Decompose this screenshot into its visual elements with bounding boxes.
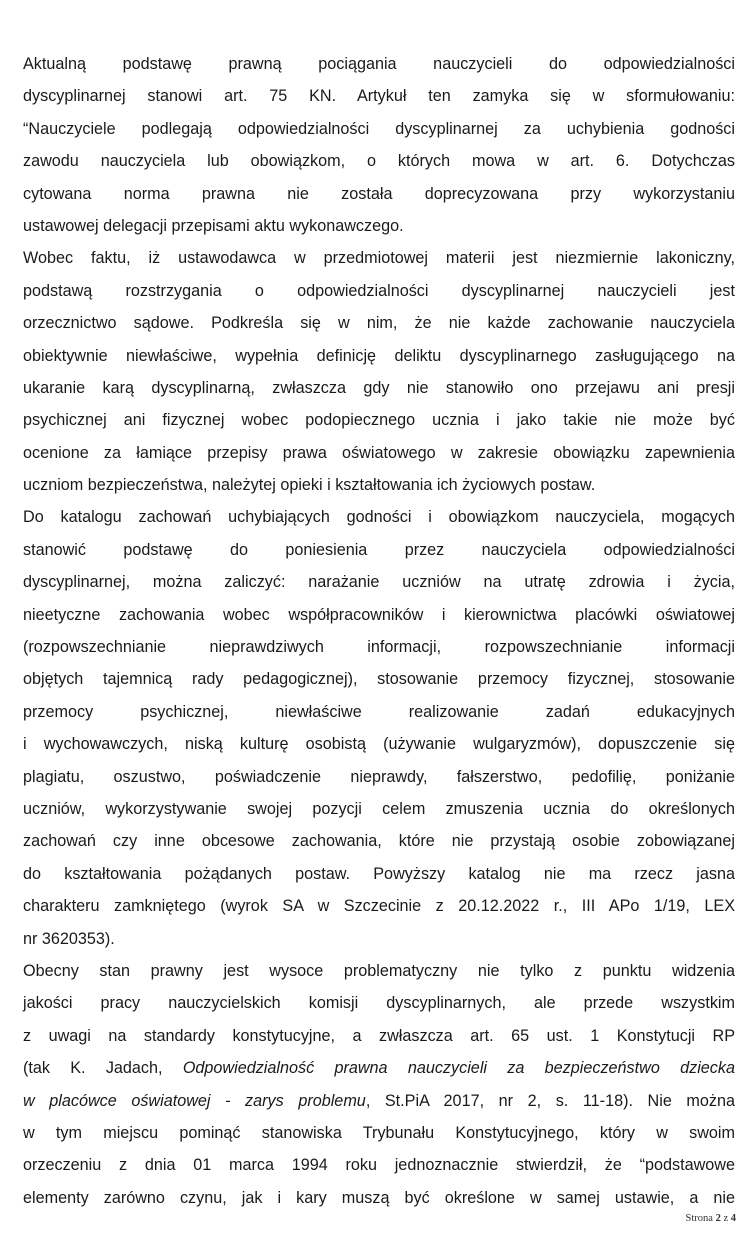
text-line: uczniów, wykorzystywanie swojej pozycji celem zmuszenia ucznia do określonych	[23, 799, 735, 818]
text-line: Aktualną podstawę prawną pociągania nauczycieli do odpowiedzialności	[23, 55, 735, 73]
text-line: obiektywnie niewłaściwe, wypełnia definicję deliktu dyscyplinarnego zasługującego na	[23, 346, 735, 365]
text-line: w tym miejscu pominąć stanowiska Trybunału Konstytucyjnego, który w swoim	[23, 1123, 735, 1142]
text-line	[23, 1085, 735, 1117]
body-text	[23, 48, 735, 1214]
text-line: ukaranie karą dyscyplinarną, zwłaszcza gdy nie stanowiło ono przejawu ani presji	[23, 378, 735, 397]
text-line: Obecny stan prawny jest wysoce problematyczny nie tylko z punktu widzenia	[23, 961, 735, 980]
text-segment: (tak K. Jadach,	[23, 1059, 183, 1078]
text-line: psychicznej ani fizycznej wobec podopiecznego ucznia i jako takie nie może być	[23, 411, 735, 430]
footer-page-number: 2	[715, 1213, 721, 1224]
text-line: elementy zarówno czynu, jak i kary muszą być określone w samej ustawie, a nie	[23, 1188, 735, 1207]
text-line: Do katalogu zachowań uchybiających godności i obowiązkom nauczyciela, mogących	[23, 508, 735, 527]
text-line	[23, 1052, 735, 1084]
text-line: “Nauczyciele podlegają odpowiedzialności dyscyplinarnej za uchybienia godności	[23, 119, 735, 138]
text-line: z uwagi na standardy konstytucyjne, a zwłaszcza art. 65 ust. 1 Konstytucji RP	[23, 1026, 735, 1045]
text-line: uczniom bezpieczeństwa, należytej opieki i kształtowania ich życiowych postaw.	[23, 476, 596, 495]
text-line: Wobec faktu, iż ustawodawca w przedmiotowej materii jest niezmiernie lakoniczny,	[23, 249, 735, 268]
text-line: i wychowawczych, niską kulturę osobistą (używanie wulgaryzmów), dopuszczenie się	[23, 735, 735, 754]
footer-page-total: 4	[730, 1213, 736, 1224]
footer-label: Strona	[685, 1213, 713, 1224]
text-line: dyscyplinarnej, można zaliczyć: narażanie uczniów na utratę zdrowia i życia,	[23, 573, 735, 592]
text-line: orzeczeniu z dnia 01 marca 1994 roku jednoznacznie stwierdził, że “podstawowe	[23, 1156, 735, 1175]
text-line: objętych tajemnicą rady pedagogicznej), stosowanie przemocy fizycznej, stosowanie	[23, 670, 735, 689]
footer-separator: z	[723, 1213, 729, 1224]
text-line: stanowić podstawę do poniesienia przez nauczyciela odpowiedzialności	[23, 540, 735, 559]
text-line: zawodu nauczyciela lub obowiązkom, o których mowa w art. 6. Dotychczas	[23, 152, 735, 171]
text-line: podstawą rozstrzygania o odpowiedzialności dyscyplinarnej nauczycieli jest	[23, 281, 735, 300]
text-line: przemocy psychicznej, niewłaściwe realizowanie zadań edukacyjnych	[23, 702, 735, 721]
text-line: nieetyczne zachowania wobec współpracowników i kierownictwa placówki oświatowej	[23, 605, 735, 624]
text-line: charakteru zamkniętego (wyrok SA w Szczecinie z 20.12.2022 r., III APo 1/19, LEX	[23, 897, 735, 916]
text-line: ustawowej delegacji przepisami aktu wykonawczego.	[23, 216, 404, 235]
text-line: dyscyplinarnej stanowi art. 75 KN. Artykuł ten zamyka się w sformułowaniu:	[23, 87, 735, 106]
text-line: nr 3620353).	[23, 929, 115, 948]
text-line: jakości pracy nauczycielskich komisji dyscyplinarnych, ale przede wszystkim	[23, 994, 735, 1013]
text-line: do kształtowania pożądanych postaw. Powyższy katalog nie ma rzecz jasna	[23, 864, 735, 883]
text-segment: , St.PiA 2017, nr 2, s. 11-18). Nie można	[365, 1091, 735, 1110]
text-line: plagiatu, oszustwo, poświadczenie nieprawdy, fałszerstwo, pedofilię, poniżanie	[23, 767, 735, 786]
italic-citation: Odpowiedzialność prawna nauczycieli za bezpieczeństwo dziecka	[182, 1059, 735, 1078]
italic-citation: w placówce oświatowej - zarys problemu	[23, 1091, 366, 1110]
text-line: (rozpowszechnianie nieprawdziwych informacji, rozpowszechnianie informacji	[23, 638, 735, 657]
text-line: ocenione za łamiące przepisy prawa oświatowego w zakresie obowiązku zapewnienia	[23, 443, 735, 462]
text-line: orzecznictwo sądowe. Podkreśla się w nim, że nie każde zachowanie nauczyciela	[23, 314, 735, 333]
page-footer	[686, 1213, 736, 1224]
text-line: zachowań czy inne obcesowe zachowania, które nie przystają osobie zobowiązanej	[23, 832, 735, 851]
text-line: cytowana norma prawna nie została doprecyzowana przy wykorzystaniu	[23, 184, 735, 203]
